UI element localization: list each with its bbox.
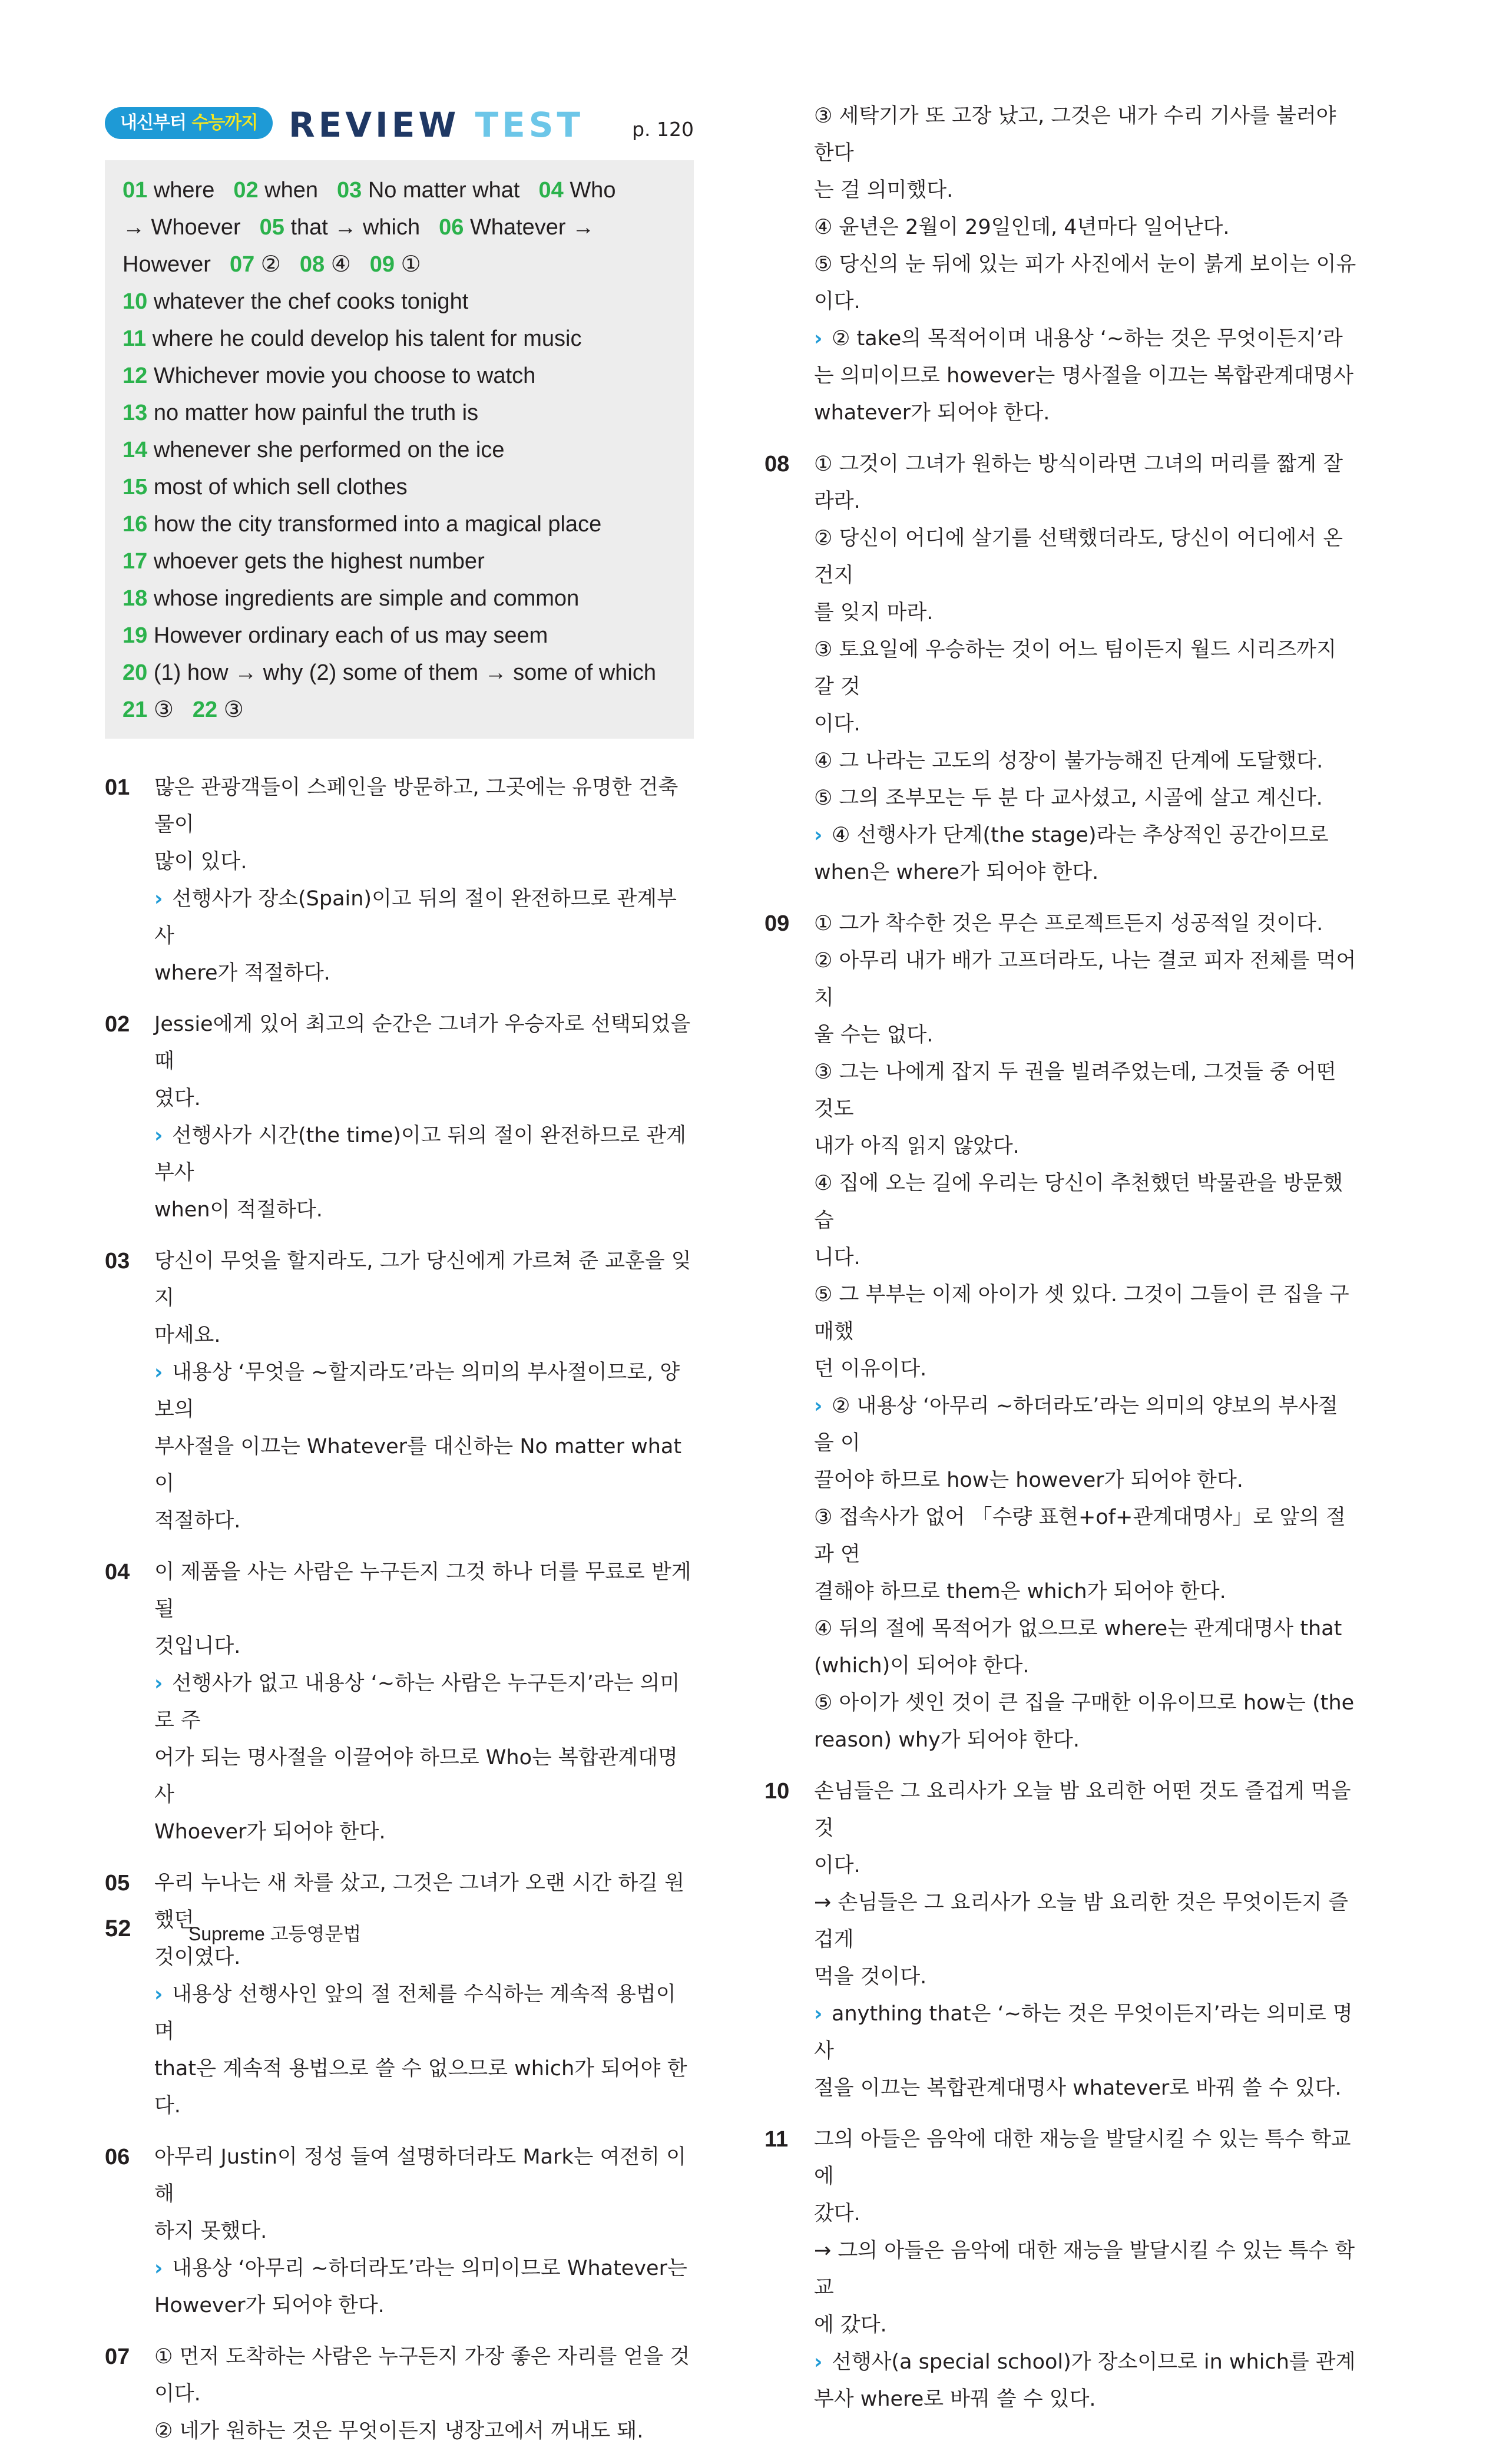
translation-line: ⑤ 그의 조부모는 두 분 다 교사셨고, 시골에 살고 계신다.	[814, 786, 1323, 810]
answer-line	[123, 358, 676, 395]
question-item	[764, 98, 1357, 432]
answer-number: 01	[123, 178, 154, 203]
question-item	[105, 2139, 694, 2324]
explanation-text: 어가 되는 명사절을 이끌어야 하므로 Who는 복합관계대명사	[154, 1746, 678, 1807]
chevron-right-icon: ›	[154, 1361, 163, 1384]
explanation-text: whatever가 되어야 한다.	[814, 401, 1050, 425]
chevron-right-icon: ›	[154, 2257, 163, 2280]
answer-number: 16	[123, 512, 154, 537]
explanation-text: However가 되어야 한다.	[154, 2294, 385, 2317]
translation-line: 하지 못했다.	[154, 2220, 267, 2243]
question-number: 01	[105, 775, 130, 800]
answer-line	[123, 469, 676, 506]
question-number: 07	[105, 2344, 130, 2369]
explanation-text: ④ 뒤의 절에 목적어가 없으므로 where는 관계대명사 that	[814, 1617, 1342, 1641]
answer-text: whose ingredients are simple and common	[153, 586, 580, 611]
explanation-text: reason) why가 되어야 한다.	[814, 1728, 1080, 1752]
explanation-text: 선행사가 장소(Spain)이고 뒤의 절이 완전하므로 관계부사	[154, 887, 677, 948]
translation-line: 울 수는 없다.	[814, 1023, 934, 1047]
translation-line: 많이 있다.	[154, 850, 247, 874]
explanation-text: when이 적절하다.	[154, 1198, 323, 1222]
level-badge	[105, 107, 273, 139]
explanation-text: (which)이 되어야 한다.	[814, 1654, 1030, 1678]
chevron-right-icon: ›	[814, 823, 823, 847]
answer-text: Whatever →	[469, 215, 595, 240]
right-column	[764, 98, 1357, 2432]
translation-line: 이 제품을 사는 사람은 누구든지 그것 하나 더를 무료로 받게 될	[154, 1560, 691, 1621]
answer-text: → Whoever	[123, 215, 241, 240]
translation-line: 던 이유이다.	[814, 1357, 927, 1381]
question-item	[105, 2339, 694, 2450]
translation-line: ④ 그 나라는 고도의 성장이 불가능해진 단계에 도달했다.	[814, 749, 1323, 773]
answer-text: no matter how painful the truth is	[153, 401, 479, 425]
explanation-line	[154, 2250, 694, 2287]
explanation-line	[814, 1648, 1357, 1685]
explanation-text: ③ 접속사가 없어 「수량 표현+of+관계대명사」로 앞의 절과 연	[814, 1506, 1346, 1566]
chevron-right-icon: ›	[814, 327, 823, 350]
explanation-line	[154, 1503, 694, 1540]
translation-line: ② 아무리 내가 배가 고프더라도, 나는 결코 피자 전체를 먹어 치	[814, 949, 1356, 1010]
translation-line: 손님들은 그 요리사가 오늘 밤 요리한 어떤 것도 즐겁게 먹을 것	[814, 1780, 1351, 1840]
question-number: 03	[105, 1249, 130, 1274]
answer-text: ③	[223, 697, 244, 722]
explanation-text: 끌어야 하므로 how는 however가 되어야 한다.	[814, 1469, 1243, 1492]
answer-text: ④	[330, 252, 351, 277]
question-number: 09	[764, 911, 790, 936]
explanation-line	[154, 2287, 694, 2324]
translation-line: ⑤ 그 부부는 이제 아이가 셋 있다. 그것이 그들이 큰 집을 구매했	[814, 1283, 1349, 1344]
translation-line: 니다.	[814, 1246, 860, 1269]
answer-line	[123, 395, 676, 432]
answer-text: that → which	[290, 215, 421, 240]
left-column	[105, 769, 694, 2464]
translation-line: 우리 누나는 새 차를 샀고, 그것은 그녀가 오랜 시간 하길 원했던	[154, 1871, 685, 1932]
title-word-1: REVIEW	[289, 105, 460, 145]
chevron-right-icon: ›	[154, 1983, 163, 2006]
answer-text: whenever she performed on the ice	[153, 438, 505, 462]
answer-number: 13	[123, 401, 154, 425]
answer-number: 07	[229, 252, 261, 277]
answer-number: 11	[123, 326, 153, 351]
question-item	[105, 1006, 694, 1229]
answer-text: No matter what	[368, 178, 520, 203]
translation-line: 를 잊지 마라.	[814, 601, 934, 624]
answer-line	[123, 432, 676, 469]
answer-number: 19	[123, 623, 154, 648]
explanation-text: 부사 where로 바꿔 쓸 수 있다.	[814, 2387, 1096, 2411]
book-title: Supreme 고등영문법	[188, 1923, 362, 1944]
explanation-text: ② take의 목적어이며 내용상 ‘~하는 것은 무엇이든지’라	[832, 327, 1343, 350]
translation-line: ④ 집에 오는 길에 우리는 당신이 추천했던 박물관을 방문했습	[814, 1172, 1343, 1232]
answer-number: 20	[123, 660, 154, 685]
answer-number: 12	[123, 363, 154, 388]
explanation-line	[814, 1573, 1357, 1610]
chevron-right-icon: ›	[154, 1672, 163, 1695]
question-item	[105, 1243, 694, 1540]
answer-text: whoever gets the highest number	[153, 549, 485, 574]
answer-line	[123, 320, 676, 358]
translation-line: ⑤ 당신의 눈 뒤에 있는 피가 사진에서 눈이 붉게 보이는 이유	[814, 253, 1356, 276]
answer-number: 18	[123, 586, 154, 611]
explanation-text: 는 의미이므로 however는 명사절을 이끄는 복합관계대명사	[814, 364, 1354, 388]
explanation-line	[814, 1388, 1357, 1462]
chevron-right-icon: ›	[154, 1124, 163, 1147]
explanation-text: 내용상 ‘무엇을 ~할지라도’라는 의미의 부사절이므로, 양보의	[154, 1361, 680, 1421]
explanation-text: Whoever가 되어야 한다.	[154, 1820, 386, 1844]
translation-line: 당신이 무엇을 할지라도, 그가 당신에게 가르쳐 준 교훈을 잊지	[154, 1249, 691, 1310]
explanation-line	[814, 320, 1357, 358]
explanation-line	[814, 2381, 1357, 2418]
answer-number: 21	[123, 697, 154, 722]
explanation-line	[814, 1499, 1357, 1573]
translation-line: ① 그가 착수한 것은 무슨 프로젝트든지 성공적일 것이다.	[814, 912, 1323, 935]
explanation-text: ④ 선행사가 단계(the stage)라는 추상적인 공간이므로	[832, 823, 1329, 847]
answer-line	[123, 172, 676, 209]
answer-number: 08	[299, 252, 331, 277]
answer-line	[123, 580, 676, 617]
explanation-line	[814, 2344, 1357, 2381]
explanation-text: 내용상 ‘아무리 ~하더라도’라는 의미이므로 Whatever는	[172, 2257, 687, 2280]
explanation-line	[814, 1610, 1357, 1648]
answer-text: However	[123, 252, 211, 277]
translation-line: → 그의 아들은 음악에 대한 재능을 발달시킬 수 있는 특수 학교	[814, 2239, 1355, 2300]
explanation-text: ⑤ 아이가 셋인 것이 큰 집을 구매한 이유이므로 how는 (the	[814, 1691, 1355, 1715]
question-number: 11	[764, 2127, 789, 2152]
answer-number: 04	[538, 178, 570, 203]
translation-line: ② 네가 원하는 것은 무엇이든지 냉장고에서 꺼내도 돼.	[154, 2419, 644, 2443]
translation-line: ② 당신이 어디에 살기를 선택했더라도, 당신이 어디에서 온 건지	[814, 527, 1343, 587]
explanation-line	[814, 358, 1357, 395]
answer-number: 09	[369, 252, 401, 277]
question-item	[105, 1865, 694, 2125]
translation-line: 였다.	[154, 1087, 201, 1110]
answer-text: Whichever movie you choose to watch	[153, 363, 536, 388]
explanation-text: 결해야 하므로 them은 which가 되어야 한다.	[814, 1580, 1226, 1603]
question-number: 08	[764, 452, 790, 477]
translation-line: 는 걸 의미했다.	[814, 178, 954, 202]
translation-line: ① 먼저 도착하는 사람은 누구든지 가장 좋은 자리를 얻을 것이다.	[154, 2345, 690, 2406]
translation-line: 것이였다.	[154, 1946, 241, 1969]
explanation-line	[814, 1996, 1357, 2070]
translation-line: 이다.	[814, 290, 860, 313]
answer-text: ③	[153, 697, 174, 722]
explanation-line	[814, 1462, 1357, 1499]
explanation-text: 선행사가 없고 내용상 ‘~하는 사람은 누구든지’라는 의미로 주	[154, 1672, 680, 1732]
translation-line: ④ 윤년은 2월이 29일인데, 4년마다 일어난다.	[814, 216, 1230, 239]
section-header	[105, 105, 694, 146]
explanation-line	[154, 1665, 694, 1739]
explanation-line	[154, 1354, 694, 1428]
page-number: 52	[105, 1916, 131, 1942]
answer-text: how the city transformed into a magical place	[153, 512, 602, 537]
chevron-right-icon: ›	[814, 1394, 823, 1418]
answer-line	[123, 506, 676, 543]
translation-line: 아무리 Justin이 정성 들여 설명하더라도 Mark는 여전히 이해	[154, 2145, 686, 2206]
answer-text: where he could develop his talent for music	[152, 326, 582, 351]
answer-number: 10	[123, 289, 154, 314]
answer-number: 06	[439, 215, 470, 240]
answer-number: 15	[123, 475, 154, 500]
answer-number: 14	[123, 438, 154, 462]
question-number: 04	[105, 1560, 130, 1585]
answer-text: ②	[260, 252, 281, 277]
answer-text: However ordinary each of us may seem	[153, 623, 548, 648]
badge-text-b: 수능까지	[191, 113, 258, 133]
question-item	[764, 446, 1357, 891]
translation-line: ① 그것이 그녀가 원하는 방식이라면 그녀의 머리를 짧게 잘라라.	[814, 452, 1343, 513]
answer-number: 22	[192, 697, 224, 722]
explanation-text: 내용상 선행사인 앞의 절 전체를 수식하는 계속적 용법이며	[154, 1983, 676, 2043]
explanation-line	[154, 1739, 694, 1814]
question-item	[764, 2121, 1357, 2418]
translation-line: 내가 아직 읽지 않았다.	[814, 1135, 1020, 1158]
translation-line: 마세요.	[154, 1324, 221, 1347]
translation-line: 먹을 것이다.	[814, 1965, 927, 1989]
answer-line	[123, 692, 676, 729]
answer-number: 03	[337, 178, 368, 203]
question-item	[764, 1773, 1357, 2107]
translation-line: 이다.	[814, 712, 860, 736]
answer-number: 02	[233, 178, 265, 203]
question-number: 02	[105, 1012, 130, 1037]
answer-text: where	[153, 178, 215, 203]
explanation-line	[154, 881, 694, 955]
answer-line	[123, 246, 676, 283]
translation-line: 에 갔다.	[814, 2313, 887, 2337]
translation-line: ③ 세탁기가 또 고장 났고, 그것은 내가 수리 기사를 불러야 한다	[814, 104, 1336, 165]
answer-number: 17	[123, 549, 154, 574]
explanation-text: that은 계속적 용법으로 쓸 수 없으므로 which가 되어야 한다.	[154, 2057, 687, 2118]
explanation-text: ② 내용상 ‘아무리 ~하더라도’라는 의미의 양보의 부사절을 이	[814, 1394, 1338, 1455]
question-item	[764, 905, 1357, 1759]
translation-line: 많은 관광객들이 스페인을 방문하고, 그곳에는 유명한 건축물이	[154, 776, 679, 836]
explanation-text: when은 where가 되어야 한다.	[814, 861, 1099, 884]
question-number: 06	[105, 2145, 130, 2169]
explanation-line	[814, 1685, 1357, 1722]
answer-text: whatever the chef cooks tonight	[153, 289, 469, 314]
explanation-text: 적절하다.	[154, 1509, 241, 1533]
translation-line: 갔다.	[814, 2202, 860, 2225]
question-number: 10	[764, 1779, 790, 1804]
explanation-text: where가 적절하다.	[154, 961, 330, 985]
explanation-line	[814, 817, 1357, 854]
answer-line	[123, 209, 676, 246]
explanation-line	[154, 1814, 694, 1851]
explanation-line	[814, 2070, 1357, 2107]
answer-text: when	[264, 178, 318, 203]
page-title	[289, 105, 584, 145]
title-word-2: TEST	[475, 105, 584, 145]
page-reference: p. 120	[632, 118, 694, 141]
answer-text: ①	[401, 252, 421, 277]
chevron-right-icon: ›	[154, 887, 163, 911]
explanation-text: 선행사(a special school)가 장소이므로 in which를 관계	[832, 2350, 1356, 2374]
explanation-line	[154, 1976, 694, 2050]
explanation-line	[814, 1722, 1357, 1759]
answer-text: most of which sell clothes	[153, 475, 408, 500]
answer-line	[123, 543, 676, 580]
translation-line: 것입니다.	[154, 1635, 241, 1658]
translation-line: Jessie에게 있어 최고의 순간은 그녀가 우승자로 선택되었을 때	[154, 1013, 691, 1073]
chevron-right-icon: ›	[814, 2002, 823, 2026]
explanation-line	[814, 854, 1357, 891]
explanation-text: anything that은 ‘~하는 것은 무엇이든지’라는 의미로 명사	[814, 2002, 1353, 2063]
explanation-text: 선행사가 시간(the time)이고 뒤의 절이 완전하므로 관계부사	[154, 1124, 686, 1185]
answer-line	[123, 654, 676, 692]
explanation-line	[154, 1192, 694, 1229]
explanation-line	[154, 2050, 694, 2125]
question-item	[105, 769, 694, 992]
translation-line: 그의 아들은 음악에 대한 재능을 발달시킬 수 있는 특수 학교에	[814, 2128, 1351, 2188]
translation-line: → 손님들은 그 요리사가 오늘 밤 요리한 것은 무엇이든지 즐겁게	[814, 1891, 1349, 1952]
question-item	[105, 1554, 694, 1851]
explanation-line	[154, 1117, 694, 1192]
explanation-line	[814, 395, 1357, 432]
translation-line: 이다.	[814, 1854, 860, 1877]
translation-line: ③ 그는 나에게 잡지 두 권을 빌려주었는데, 그것들 중 어떤 것도	[814, 1060, 1336, 1121]
explanation-text: 절을 이끄는 복합관계대명사 whatever로 바꿔 쓸 수 있다.	[814, 2076, 1342, 2100]
translation-line: ③ 토요일에 우승하는 것이 어느 팀이든지 월드 시리즈까지 갈 것	[814, 638, 1336, 699]
answer-line	[123, 617, 676, 654]
explanation-text: 부사절을 이끄는 Whatever를 대신하는 No matter what이	[154, 1435, 682, 1496]
explanation-line	[154, 1428, 694, 1503]
chevron-right-icon: ›	[814, 2350, 823, 2374]
answer-key-box	[105, 160, 694, 739]
badge-text-a: 내신부터	[120, 113, 186, 133]
answer-number: 05	[259, 215, 291, 240]
question-number: 05	[105, 1871, 130, 1896]
explanation-line	[154, 955, 694, 992]
answer-text: (1) how → why (2) some of them → some of which	[153, 660, 656, 685]
answer-text: Who	[570, 178, 616, 203]
answer-line	[123, 283, 676, 320]
